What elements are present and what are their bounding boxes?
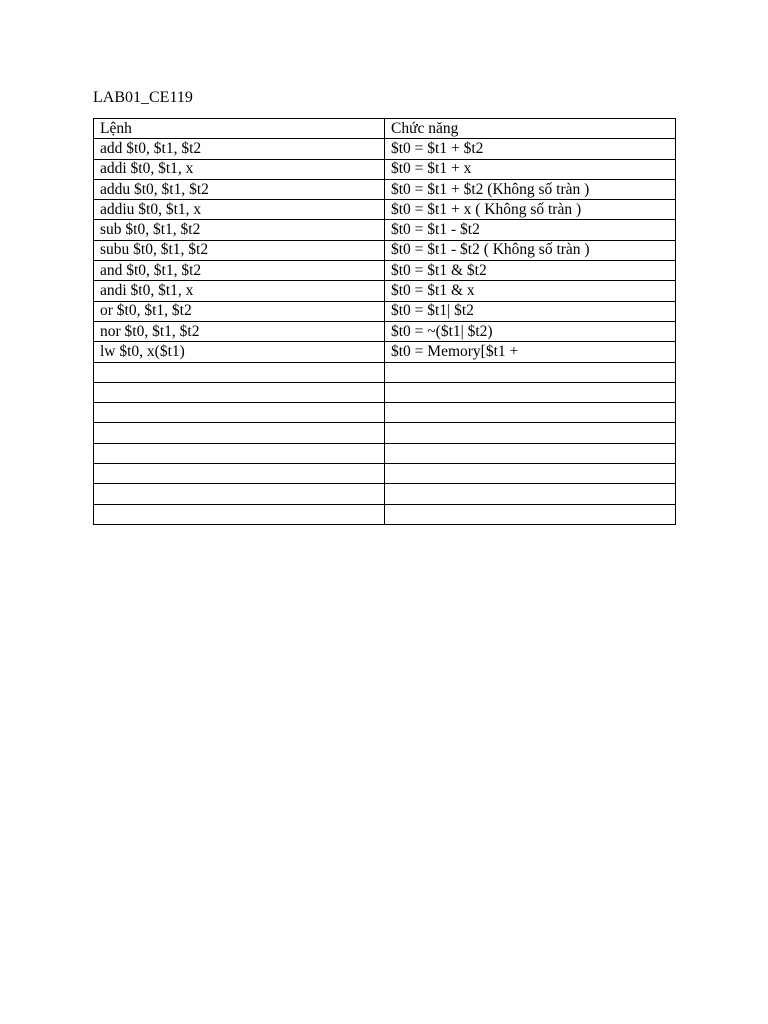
function-cell	[385, 423, 676, 443]
table-header-row	[94, 119, 676, 139]
function-cell: $t0 = Memory[$t1 +	[385, 342, 676, 362]
instruction-cell: addiu $t0, $t1, x	[94, 200, 385, 220]
instruction-cell	[94, 484, 385, 504]
instruction-cell	[94, 443, 385, 463]
instruction-cell: subu $t0, $t1, $t2	[94, 240, 385, 260]
function-cell: $t0 = $t1 + x ( Không số tràn )	[385, 200, 676, 220]
function-cell	[385, 443, 676, 463]
table-row	[94, 139, 676, 159]
empty-row	[94, 403, 676, 423]
header-instruction: Lệnh	[94, 119, 385, 139]
instruction-cell: andi $t0, $t1, x	[94, 281, 385, 301]
table-row	[94, 159, 676, 179]
function-cell	[385, 504, 676, 524]
empty-row	[94, 504, 676, 524]
instruction-cell	[94, 464, 385, 484]
instruction-cell: nor $t0, $t1, $t2	[94, 321, 385, 341]
function-cell	[385, 484, 676, 504]
function-cell: $t0 = $t1 + $t2	[385, 139, 676, 159]
instruction-cell	[94, 403, 385, 423]
table-row	[94, 342, 676, 362]
empty-row	[94, 464, 676, 484]
instruction-cell: or $t0, $t1, $t2	[94, 301, 385, 321]
function-cell: $t0 = $t1 & $t2	[385, 261, 676, 281]
function-cell	[385, 403, 676, 423]
instruction-cell: addu $t0, $t1, $t2	[94, 179, 385, 199]
function-cell: $t0 = $t1 + x	[385, 159, 676, 179]
function-cell: $t0 = $t1 - $t2 ( Không số tràn )	[385, 240, 676, 260]
instruction-cell	[94, 423, 385, 443]
instruction-cell	[94, 504, 385, 524]
table-row	[94, 321, 676, 341]
instruction-cell: and $t0, $t1, $t2	[94, 261, 385, 281]
function-cell: $t0 = $t1 & x	[385, 281, 676, 301]
empty-row	[94, 443, 676, 463]
empty-row	[94, 362, 676, 382]
table-row	[94, 240, 676, 260]
table-row	[94, 179, 676, 199]
function-cell	[385, 382, 676, 402]
table-row	[94, 220, 676, 240]
function-cell: $t0 = $t1 + $t2 (Không số tràn )	[385, 179, 676, 199]
header-function: Chức năng	[385, 119, 676, 139]
empty-row	[94, 484, 676, 504]
table-row	[94, 261, 676, 281]
function-cell	[385, 362, 676, 382]
instruction-cell	[94, 362, 385, 382]
empty-row	[94, 423, 676, 443]
table-row	[94, 281, 676, 301]
instruction-cell: add $t0, $t1, $t2	[94, 139, 385, 159]
table-row	[94, 301, 676, 321]
empty-row	[94, 382, 676, 402]
document-title: LAB01_CE119	[93, 89, 193, 106]
instruction-cell: addi $t0, $t1, x	[94, 159, 385, 179]
function-cell: $t0 = ~($t1| $t2)	[385, 321, 676, 341]
instruction-cell: lw $t0, x($t1)	[94, 342, 385, 362]
table-row	[94, 200, 676, 220]
instruction-table	[93, 118, 676, 525]
instruction-cell	[94, 382, 385, 402]
function-cell: $t0 = $t1 - $t2	[385, 220, 676, 240]
function-cell: $t0 = $t1| $t2	[385, 301, 676, 321]
function-cell	[385, 464, 676, 484]
instruction-cell: sub $t0, $t1, $t2	[94, 220, 385, 240]
